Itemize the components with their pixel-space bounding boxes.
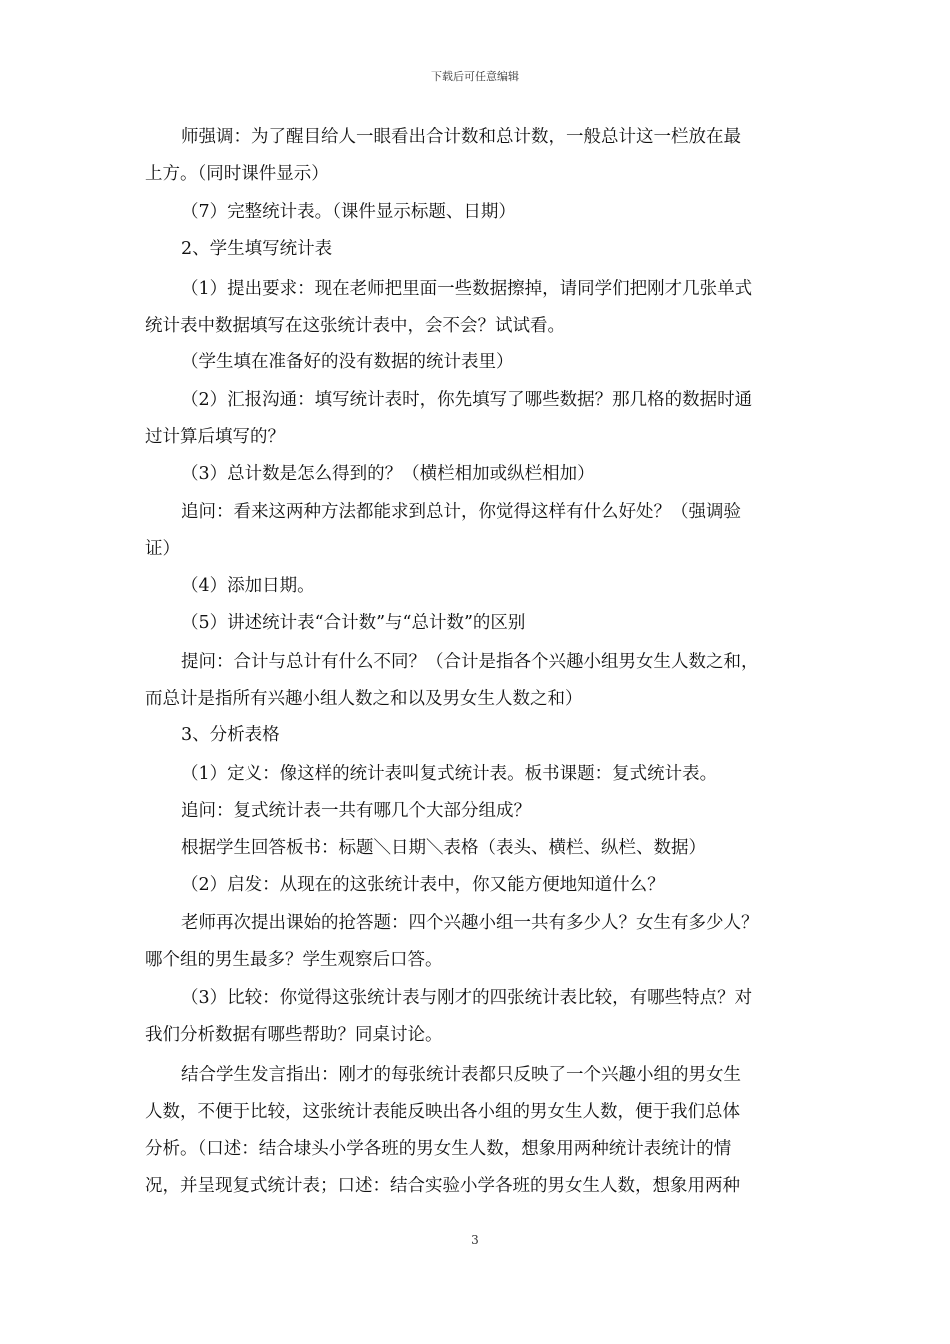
- text-line: （1）提出要求：现在老师把里面一些数据擦掉，请同学们把刚才几张单式: [181, 279, 753, 299]
- text-line: 师强调：为了醒目给人一眼看出合计数和总计数，一般总计这一栏放在最: [181, 127, 741, 147]
- text-line: （1）定义：像这样的统计表叫复式统计表。板书课题：复式统计表。: [181, 764, 718, 784]
- text-line: （2）汇报沟通：填写统计表时，你先填写了哪些数据？那几格的数据时通: [181, 390, 753, 410]
- text-line: 上方。（同时课件显示）: [145, 164, 329, 184]
- text-line: 追问：复式统计表一共有哪几个大部分组成？: [181, 801, 531, 821]
- text-line: 哪个组的男生最多？学生观察后口答。: [145, 950, 443, 970]
- text-line: （3）比较：你觉得这张统计表与刚才的四张统计表比较，有哪些特点？对: [181, 988, 753, 1008]
- text-line: （3）总计数是怎么得到的？（横栏相加或纵栏相加）: [181, 464, 595, 484]
- text-line: 统计表中数据填写在这张统计表中，会不会？试试看。: [145, 316, 565, 336]
- text-line: 分析。（口述：结合埭头小学各班的男女生人数，想象用两种统计表统计的情: [145, 1139, 732, 1159]
- text-line: 提问：合计与总计有什么不同？（合计是指各个兴趣小组男女生人数之和，: [181, 652, 759, 672]
- text-line: 我们分析数据有哪些帮助？同桌讨论。: [145, 1025, 443, 1045]
- text-line: 况，并呈现复式统计表；口述：结合实验小学各班的男女生人数，想象用两种: [145, 1176, 740, 1196]
- text-line: 老师再次提出课始的抢答题：四个兴趣小组一共有多少人？女生有多少人？: [181, 913, 759, 933]
- text-line: （2）启发：从现在的这张统计表中，你又能方便地知道什么？: [181, 875, 665, 895]
- page-number: 3: [471, 1233, 479, 1247]
- text-line: 根据学生回答板书：标题＼日期＼表格（表头、横栏、纵栏、数据）: [181, 838, 706, 858]
- text-line: 而总计是指所有兴趣小组人数之和以及男女生人数之和）: [145, 689, 583, 709]
- text-line: （5）讲述统计表“合计数”与“总计数”的区别: [181, 613, 526, 633]
- text-line: 3、分析表格: [181, 725, 280, 745]
- page-header: 下载后可任意编辑: [431, 70, 519, 83]
- text-line: （学生填在准备好的没有数据的统计表里）: [181, 352, 514, 372]
- text-line: 人数，不便于比较，这张统计表能反映出各小组的男女生人数，便于我们总体: [145, 1102, 740, 1122]
- text-line: 结合学生发言指出：刚才的每张统计表都只反映了一个兴趣小组的男女生: [181, 1065, 741, 1085]
- text-line: 证）: [145, 539, 180, 559]
- text-line: （7）完整统计表。（课件显示标题、日期）: [181, 202, 516, 222]
- text-line: 追问：看来这两种方法都能求到总计，你觉得这样有什么好处？（强调验: [181, 502, 741, 522]
- text-line: 过计算后填写的？: [145, 427, 285, 447]
- text-line: 2、学生填写统计表: [181, 239, 333, 259]
- text-line: （4）添加日期。: [181, 576, 315, 596]
